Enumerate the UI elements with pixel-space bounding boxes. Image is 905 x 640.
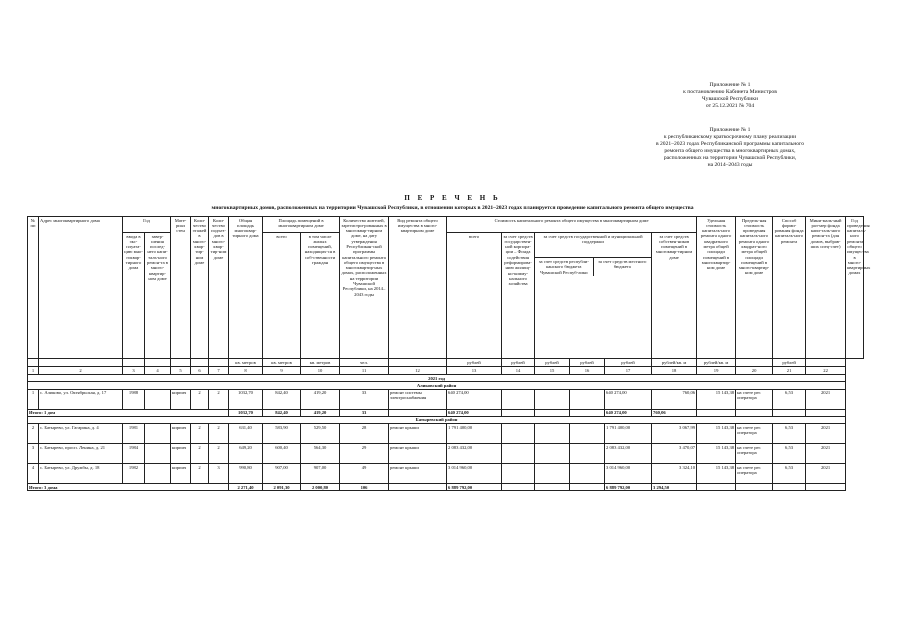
column-number-cell: 22 <box>806 367 846 375</box>
table-cell: с. Батырево, просп. Ленина, д. 21 <box>39 444 123 464</box>
units-row <box>28 359 864 367</box>
table-cell: 1984 <box>123 444 145 464</box>
table-cell: 2 <box>209 389 229 409</box>
table-cell <box>570 484 605 491</box>
column-number-cell: 18 <box>652 367 697 375</box>
table-cell <box>736 484 773 491</box>
table-cell: 640 274,00 <box>447 389 502 409</box>
table-cell <box>145 464 171 484</box>
table-cell <box>535 424 570 444</box>
table-cell: 1982 <box>123 464 145 484</box>
col-cost-header: Стоимость капитального ремонта общего имущества в многоквартирном доме <box>447 217 697 233</box>
table-cell: 1 791 400,00 <box>605 424 652 444</box>
cost-local-label: за счет средств местного бюджета <box>598 259 647 270</box>
table-cell: ремонт системы электроснабжения <box>389 389 447 409</box>
table-cell: 600,40 <box>263 444 301 464</box>
unit-cell: кв. метров <box>229 359 263 367</box>
col-cost-state-header <box>535 233 652 359</box>
col-entrances-header: Коли-чество подъез-дов в много-квар-тир-ном доме <box>209 217 229 359</box>
table-cell: 3 014 960,00 <box>447 464 502 484</box>
col-year-last-repair-header: завер-шения послед-него капи-таль-ного ремон-та в много-квартир-ном доме <box>145 233 171 359</box>
column-number-cell: 20 <box>736 367 773 375</box>
table-cell <box>389 409 447 416</box>
unit-cell: кв. метров <box>263 359 301 367</box>
col-plan-year-header: Год проведения капиталь-ного ремонта общего имущества в много-квартирных домах <box>846 217 864 359</box>
table-cell <box>773 409 806 416</box>
table-cell: 1988 <box>123 389 145 409</box>
col-repair-type-header: Вид ремонта общего имущества в много-квартирном доме <box>389 217 447 359</box>
table-cell <box>535 444 570 464</box>
table-cell: 1032,70 <box>229 389 263 409</box>
column-number-cell: 12 <box>389 367 447 375</box>
table-cell <box>535 464 570 484</box>
table-cell: 15 143,38 <box>697 424 736 444</box>
header-line: Приложение № 1 <box>709 82 751 88</box>
table-cell <box>145 424 171 444</box>
table-cell: 631,40 <box>229 424 263 444</box>
district-row <box>28 382 864 389</box>
table-cell: на счете рег. оператора <box>736 464 773 484</box>
table-cell <box>806 409 846 416</box>
table-row <box>28 464 864 484</box>
table-cell: 2 083 432,00 <box>605 444 652 464</box>
table-cell: 2 091,30 <box>263 484 301 491</box>
table-cell: 842,40 <box>263 389 301 409</box>
year-label: 2021 год <box>28 375 846 382</box>
column-number-cell: 5 <box>171 367 191 375</box>
col-cost-fund-header: за счет средств государствен-ной корпора-ции – Фонда содействия реформирова-нию жилищ-но-комму-нального хозяйства <box>502 233 535 359</box>
table-row <box>28 424 864 444</box>
unit-cell: рублей/кв. м <box>652 359 697 367</box>
cost-state-label: за счет средств государственной и муниципальной поддержки <box>535 233 651 258</box>
table-cell: ремонт крыши <box>389 444 447 464</box>
table-cell: 583,90 <box>263 424 301 444</box>
table-cell: 33 <box>340 409 389 416</box>
col-unit-cost-header: Удельная стоимость капиталь-ного ремонта одного квадратного метра общей площади помещений в многоквартир-ном доме <box>697 217 736 359</box>
table-cell: 106 <box>340 484 389 491</box>
table-cell: 15 143,38 <box>697 389 736 409</box>
table-cell: 529,50 <box>301 424 340 444</box>
district-row <box>28 416 864 423</box>
total-row <box>28 484 864 491</box>
table-cell: 2 <box>191 389 209 409</box>
table-cell: кирпич <box>171 389 191 409</box>
table-cell: 2021 <box>806 464 846 484</box>
table-cell <box>535 484 570 491</box>
table-cell: 2 <box>28 424 39 444</box>
table-cell <box>697 484 736 491</box>
col-method-header: Способ форми-рования фонда капиталь-ного ремонта <box>773 217 806 359</box>
table-cell <box>502 444 535 464</box>
table-cell: ремонт крыши <box>389 424 447 444</box>
table-cell: 842,40 <box>263 409 301 416</box>
column-number-cell: 7 <box>209 367 229 375</box>
table-cell: 3 <box>28 444 39 464</box>
header-line: в 2021–2023 годах Республиканской программы капитального <box>655 141 805 147</box>
table-cell <box>570 444 605 464</box>
col-cost-owners-header: за счет средств собствен-ников помещений в многоквар-тирном доме <box>652 233 697 359</box>
table-cell: 1 791 400,00 <box>447 424 502 444</box>
table-cell: 760,06 <box>652 389 697 409</box>
unit-cell: рублей <box>605 359 652 367</box>
table-cell: 419,20 <box>301 409 340 416</box>
unit-cell <box>389 359 447 367</box>
column-number-cell: 16 <box>570 367 605 375</box>
column-number-cell: 3 <box>123 367 145 375</box>
unit-cell <box>736 359 773 367</box>
table-cell: 6 889 792,00 <box>447 484 502 491</box>
column-number-cell: 21 <box>773 367 806 375</box>
table-cell: 2 083 432,00 <box>447 444 502 464</box>
total-label: Итого: 1 дом <box>28 409 229 416</box>
table-cell: 15 143,38 <box>697 464 736 484</box>
unit-cell: чел. <box>340 359 389 367</box>
table-cell: 640 274,00 <box>605 389 652 409</box>
table-cell: 49 <box>340 464 389 484</box>
table-cell <box>535 389 570 409</box>
col-premises-total-header: всего <box>263 233 301 359</box>
column-number-cell: 13 <box>447 367 502 375</box>
column-number-cell: 10 <box>301 367 340 375</box>
title-block <box>60 194 845 211</box>
table-cell: 2 <box>209 424 229 444</box>
table-cell: с. Батырево, ул. Гагарина, д. 4 <box>39 424 123 444</box>
table-cell: 1981 <box>123 424 145 444</box>
table-cell: 28 <box>340 424 389 444</box>
table-row <box>28 444 864 464</box>
table-cell: 6,53 <box>773 389 806 409</box>
header-line: к республиканскому краткосрочному плану реализации <box>663 134 797 140</box>
column-number-cell: 9 <box>263 367 301 375</box>
table-cell: 3 470,07 <box>652 444 697 464</box>
document-subtitle: многоквартирных домов, расположенных на территории Чувашской Республики, в отношении которых в 2021–2023 годах планируется проведение капитального ремонта общего имущества <box>211 205 694 211</box>
table-cell <box>570 424 605 444</box>
table-cell: на счете рег. оператора <box>736 389 773 409</box>
column-numbers-row <box>28 367 864 375</box>
table-cell: 2 271,40 <box>229 484 263 491</box>
table-cell <box>389 484 447 491</box>
table-cell: 2 <box>191 424 209 444</box>
column-number-cell: 6 <box>191 367 209 375</box>
header-line: расположенных на территории Чувашской Республики, <box>663 155 797 161</box>
table-cell <box>570 409 605 416</box>
col-min-fee-header: Мини-маль-ный раз-мер фонда капи-таль-ного ремон-та (для домов, выбрав-ших спец-счет) <box>806 217 846 359</box>
unit-cell: рублей <box>570 359 605 367</box>
table-cell: 2 <box>191 444 209 464</box>
table-cell: 1032,70 <box>229 409 263 416</box>
table-cell: 6,53 <box>773 444 806 464</box>
table-cell: 2 000,80 <box>301 484 340 491</box>
column-number-cell: 19 <box>697 367 736 375</box>
table-cell <box>773 484 806 491</box>
header-line: ремонта общего имущества в многоквартирных домах, <box>664 148 796 154</box>
table-cell <box>145 444 171 464</box>
column-number-cell: 2 <box>39 367 123 375</box>
table-cell <box>535 409 570 416</box>
table-cell: 2021 <box>806 389 846 409</box>
col-floors-header: Коли-чество этажей в много-квар-тир-ном доме <box>191 217 209 359</box>
unit-cell <box>806 359 846 367</box>
table-cell <box>570 464 605 484</box>
col-premises-header: Площадь помещений в многоквартирном доме <box>263 217 340 233</box>
table-cell: 564,30 <box>301 444 340 464</box>
table-cell: 4 <box>28 464 39 484</box>
unit-cell: рублей <box>447 359 502 367</box>
col-no-header: № пп <box>28 217 39 359</box>
repair-list-table <box>27 216 871 491</box>
total-label: Итого: 3 дома <box>28 484 229 491</box>
col-year-commission-header: ввода в экс-плуата-цию мно-гоквар-тирного дома <box>123 233 145 359</box>
table-cell: на счете рег. оператора <box>736 424 773 444</box>
header-line: на 2014–2043 годы <box>707 162 753 168</box>
table-cell: 907,00 <box>301 464 340 484</box>
col-wall-header: Мате-риал стен <box>171 217 191 359</box>
table-cell: 3 014 960,00 <box>605 464 652 484</box>
header-line: Приложение № 1 <box>709 127 751 133</box>
table-cell: 29 <box>340 444 389 464</box>
table-cell: 419,20 <box>301 389 340 409</box>
column-number-cell: 14 <box>502 367 535 375</box>
table-cell <box>502 409 535 416</box>
column-number-cell: 15 <box>535 367 570 375</box>
table-cell: кирпич <box>171 464 191 484</box>
table-cell: 2021 <box>806 424 846 444</box>
unit-cell: рублей <box>502 359 535 367</box>
table-cell: 640 274,00 <box>447 409 502 416</box>
col-total-area-header: Общая площадь многоквар-тирного дома <box>229 217 263 359</box>
col-address-header: Адрес многоквартирного дома <box>39 217 123 359</box>
table-cell: 6,53 <box>773 464 806 484</box>
table-cell: 2021 <box>806 444 846 464</box>
table-cell: 649,20 <box>229 444 263 464</box>
header-line: от 25.12.2021 № 704 <box>705 103 755 109</box>
table-cell: 15 143,38 <box>697 444 736 464</box>
table-cell <box>570 389 605 409</box>
table-cell: 33 <box>340 389 389 409</box>
table-cell: 3 <box>209 464 229 484</box>
unit-cell: рублей/кв. м <box>697 359 736 367</box>
table-cell: с. Аликово, ул. Октябрьская, д. 17 <box>39 389 123 409</box>
table-cell <box>736 409 773 416</box>
table-cell: 1 <box>28 389 39 409</box>
table-cell: 640 274,00 <box>605 409 652 416</box>
table-cell: 907,00 <box>263 464 301 484</box>
column-number-cell: 8 <box>229 367 263 375</box>
table-cell: 6 889 792,00 <box>605 484 652 491</box>
unit-cell: рублей <box>773 359 806 367</box>
col-year-header: Год <box>123 217 171 233</box>
table-cell: 760,06 <box>652 409 697 416</box>
table-cell: 2 <box>191 464 209 484</box>
table-cell: 6,53 <box>773 424 806 444</box>
column-number-cell: 17 <box>605 367 652 375</box>
table-body <box>28 375 864 491</box>
column-number-cell: 4 <box>145 367 171 375</box>
table-cell: 2 <box>209 444 229 464</box>
unit-cell: рублей <box>535 359 570 367</box>
header-line: Чувашской Республики <box>702 96 758 102</box>
appendix-2-header <box>600 127 860 169</box>
table-cell: 990,80 <box>229 464 263 484</box>
table-cell: 3 067,99 <box>652 424 697 444</box>
appendix-1-header <box>600 82 860 110</box>
unit-cell: кв. метров <box>301 359 340 367</box>
table-cell: 3 324,10 <box>652 464 697 484</box>
table-cell: с. Батырево, ул. Дружбы, д. 18 <box>39 464 123 484</box>
table-cell <box>697 409 736 416</box>
year-row <box>28 375 864 382</box>
table-cell <box>502 389 535 409</box>
col-max-cost-header: Предель-ная стоимость проведения капиталь-ного ремонта одного квадрат-ного метра общей площади помещений в много-квартир-ном доме <box>736 217 773 359</box>
col-cost-total-header: всего <box>447 233 502 359</box>
table-cell: на счете рег. оператора <box>736 444 773 464</box>
document-title: П Е Р Е Ч Е Н Ь <box>404 194 501 202</box>
table-cell: кирпич <box>171 424 191 444</box>
table-cell: ремонт крыши <box>389 464 447 484</box>
district-label: Аликовский район <box>28 382 846 389</box>
column-number-cell: 1 <box>28 367 39 375</box>
total-row <box>28 409 864 416</box>
table-cell <box>806 484 846 491</box>
cost-republic-label: за счет средств республи-канского бюджета Чувашской Респуб-лики <box>535 258 594 276</box>
district-label: Батыревский район <box>28 416 846 423</box>
table-cell <box>145 389 171 409</box>
table-cell: 3 294,50 <box>652 484 697 491</box>
col-premises-residential-header: в том числе жилых помещений, находящих-ся в соб-ственности граждан <box>301 233 340 359</box>
col-residents-header: Количество жителей, зарегистри-рованных в многоквар-тирном доме, на дату утверждения Республикан-ской программы капитального ремонта общего имущества в многоквартир-ных домах, расположенных на территории Чувашской Республики, на 2014–2043 годы <box>340 217 389 359</box>
table-cell <box>502 464 535 484</box>
header-line: к постановлению Кабинета Министров <box>683 89 777 95</box>
table-cell <box>502 424 535 444</box>
table-row <box>28 389 864 409</box>
table-cell: кирпич <box>171 444 191 464</box>
table-cell <box>502 484 535 491</box>
column-number-cell: 11 <box>340 367 389 375</box>
